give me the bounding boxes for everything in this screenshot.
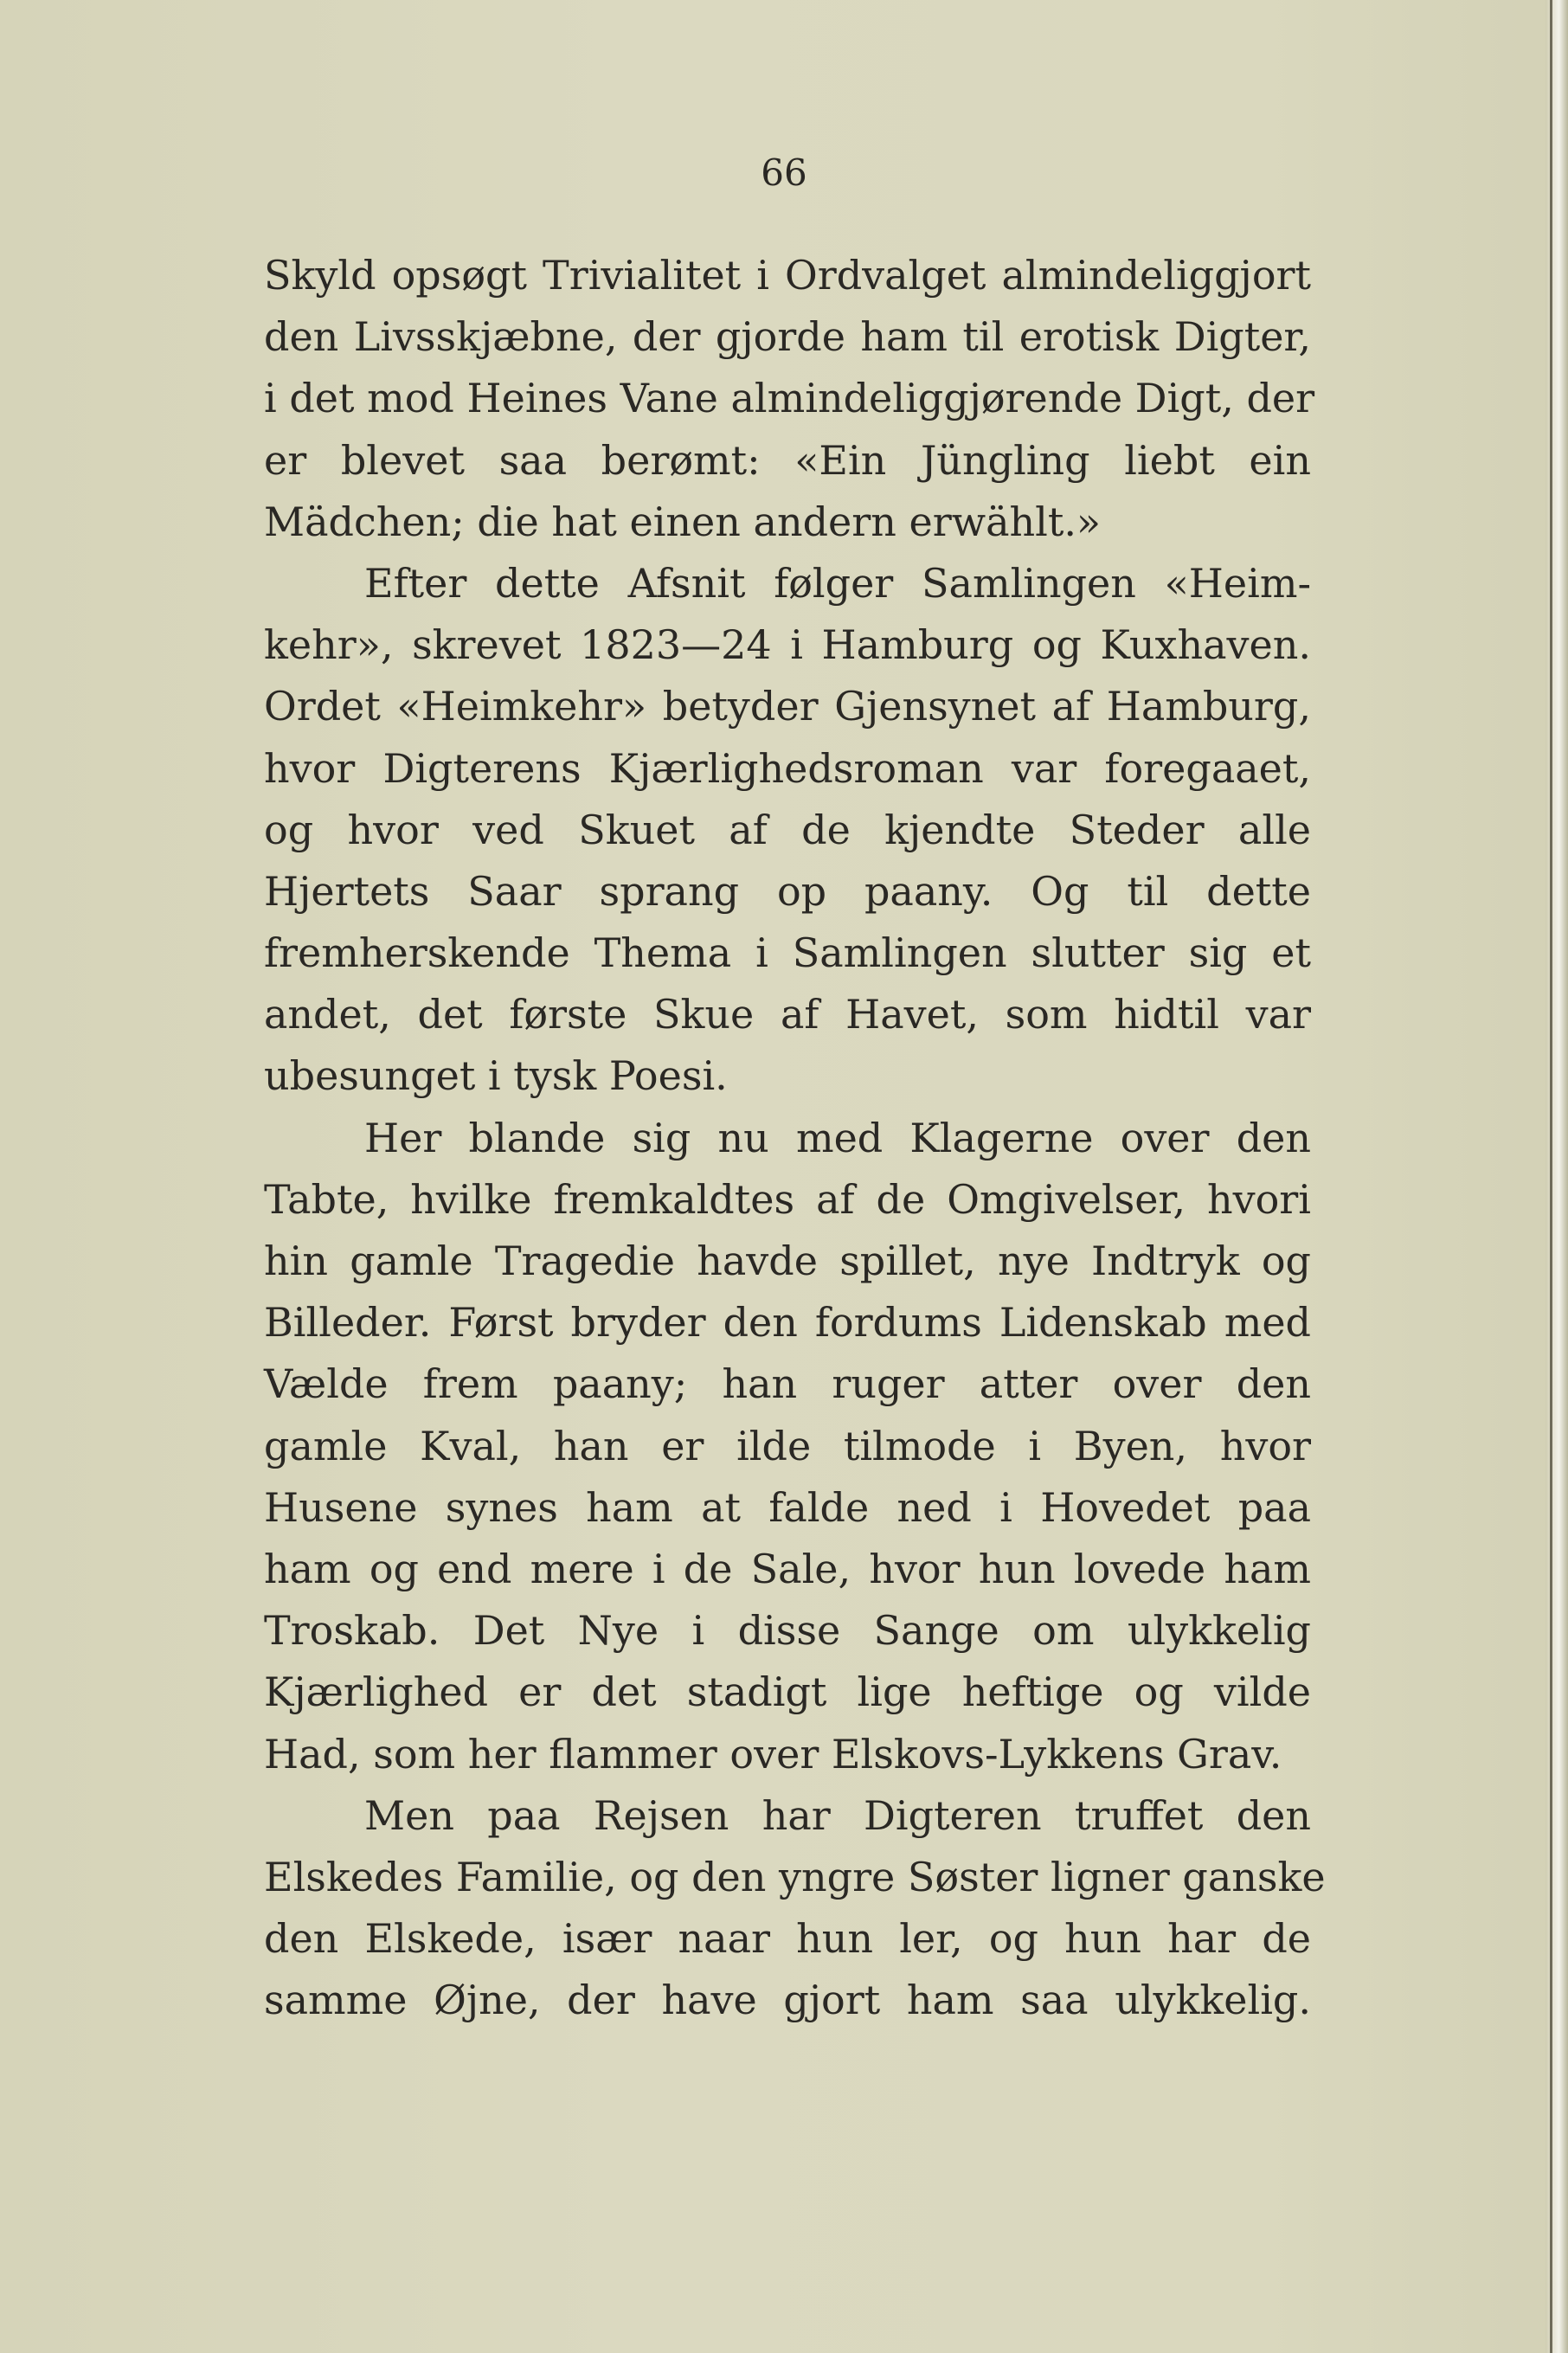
text-line: i det mod Heines Vane almindeliggjørende Digt, der (264, 375, 1315, 422)
text-line: Vælde frem paany; han ruger atter over den (264, 1360, 1311, 1408)
text-line: Men paa Rejsen har Digteren truffet den (364, 1791, 1311, 1839)
text-line: Efter dette Afsnit følger Samlingen «Heim- (364, 559, 1311, 607)
text-line: hvor Digterens Kjærlighedsroman var foregaaet, (264, 744, 1311, 792)
text-line: Ordet «Heimkehr» betyder Gjensynet af Hamburg, (264, 683, 1311, 730)
page-number: 66 (761, 151, 807, 194)
text-line: ubesunget i tysk Poesi. (264, 1052, 728, 1100)
page-edge-shadow (1550, 0, 1552, 2353)
text-line: Kjærlighed er det stadigt lige heftige og vilde (264, 1668, 1311, 1716)
text-line: Husene synes ham at falde ned i Hovedet paa (264, 1483, 1311, 1531)
text-line: samme Øjne, der have gjort ham saa ulykkelig. (264, 1977, 1311, 2024)
text-line: andet, det første Skue af Havet, som hidtil var (264, 991, 1311, 1038)
text-line: Billeder. Først bryder den fordums Lidenskab med (264, 1299, 1311, 1347)
text-line: gamle Kval, han er ilde tilmode i Byen, hvor (264, 1422, 1311, 1469)
text-line: den Livsskjæbne, der gjorde ham til erotisk Digter, (264, 313, 1311, 361)
text-line: og hvor ved Skuet af de kjendte Steder alle (264, 806, 1311, 853)
text-line: Mädchen; die hat einen andern erwählt.» (264, 498, 1102, 545)
text-line: Skyld opsøgt Trivialitet i Ordvalget almindeliggjort (264, 252, 1311, 299)
text-line: Her blande sig nu med Klagerne over den (364, 1114, 1311, 1161)
text-line: kehr», skrevet 1823—24 i Hamburg og Kuxhaven. (264, 621, 1311, 669)
text-line: Tabte, hvilke fremkaldtes af de Omgivelser, hvori (264, 1175, 1311, 1223)
text-line: Troskab. Det Nye i disse Sange om ulykkelig (264, 1607, 1311, 1655)
text-line: ham og end mere i de Sale, hvor hun lovede ham (264, 1545, 1311, 1592)
body-text (264, 245, 1326, 2031)
text-line: Had, som her flammer over Elskovs-Lykkens Grav. (264, 1730, 1282, 1778)
text-line: Elskedes Familie, og den yngre Søster ligner ganske (264, 1853, 1326, 1900)
text-line: den Elskede, især naar hun ler, og hun har de (264, 1915, 1311, 1963)
text-line: er blevet saa berømt: «Ein Jüngling liebt ein (264, 436, 1311, 484)
page-edge (1546, 0, 1568, 2353)
text-line: Hjertets Saar sprang op paany. Og til dette (264, 867, 1311, 915)
text-line: fremherskende Thema i Samlingen slutter sig et (264, 929, 1311, 977)
text-line: hin gamle Tragedie havde spillet, nye Indtryk og (264, 1238, 1311, 1284)
